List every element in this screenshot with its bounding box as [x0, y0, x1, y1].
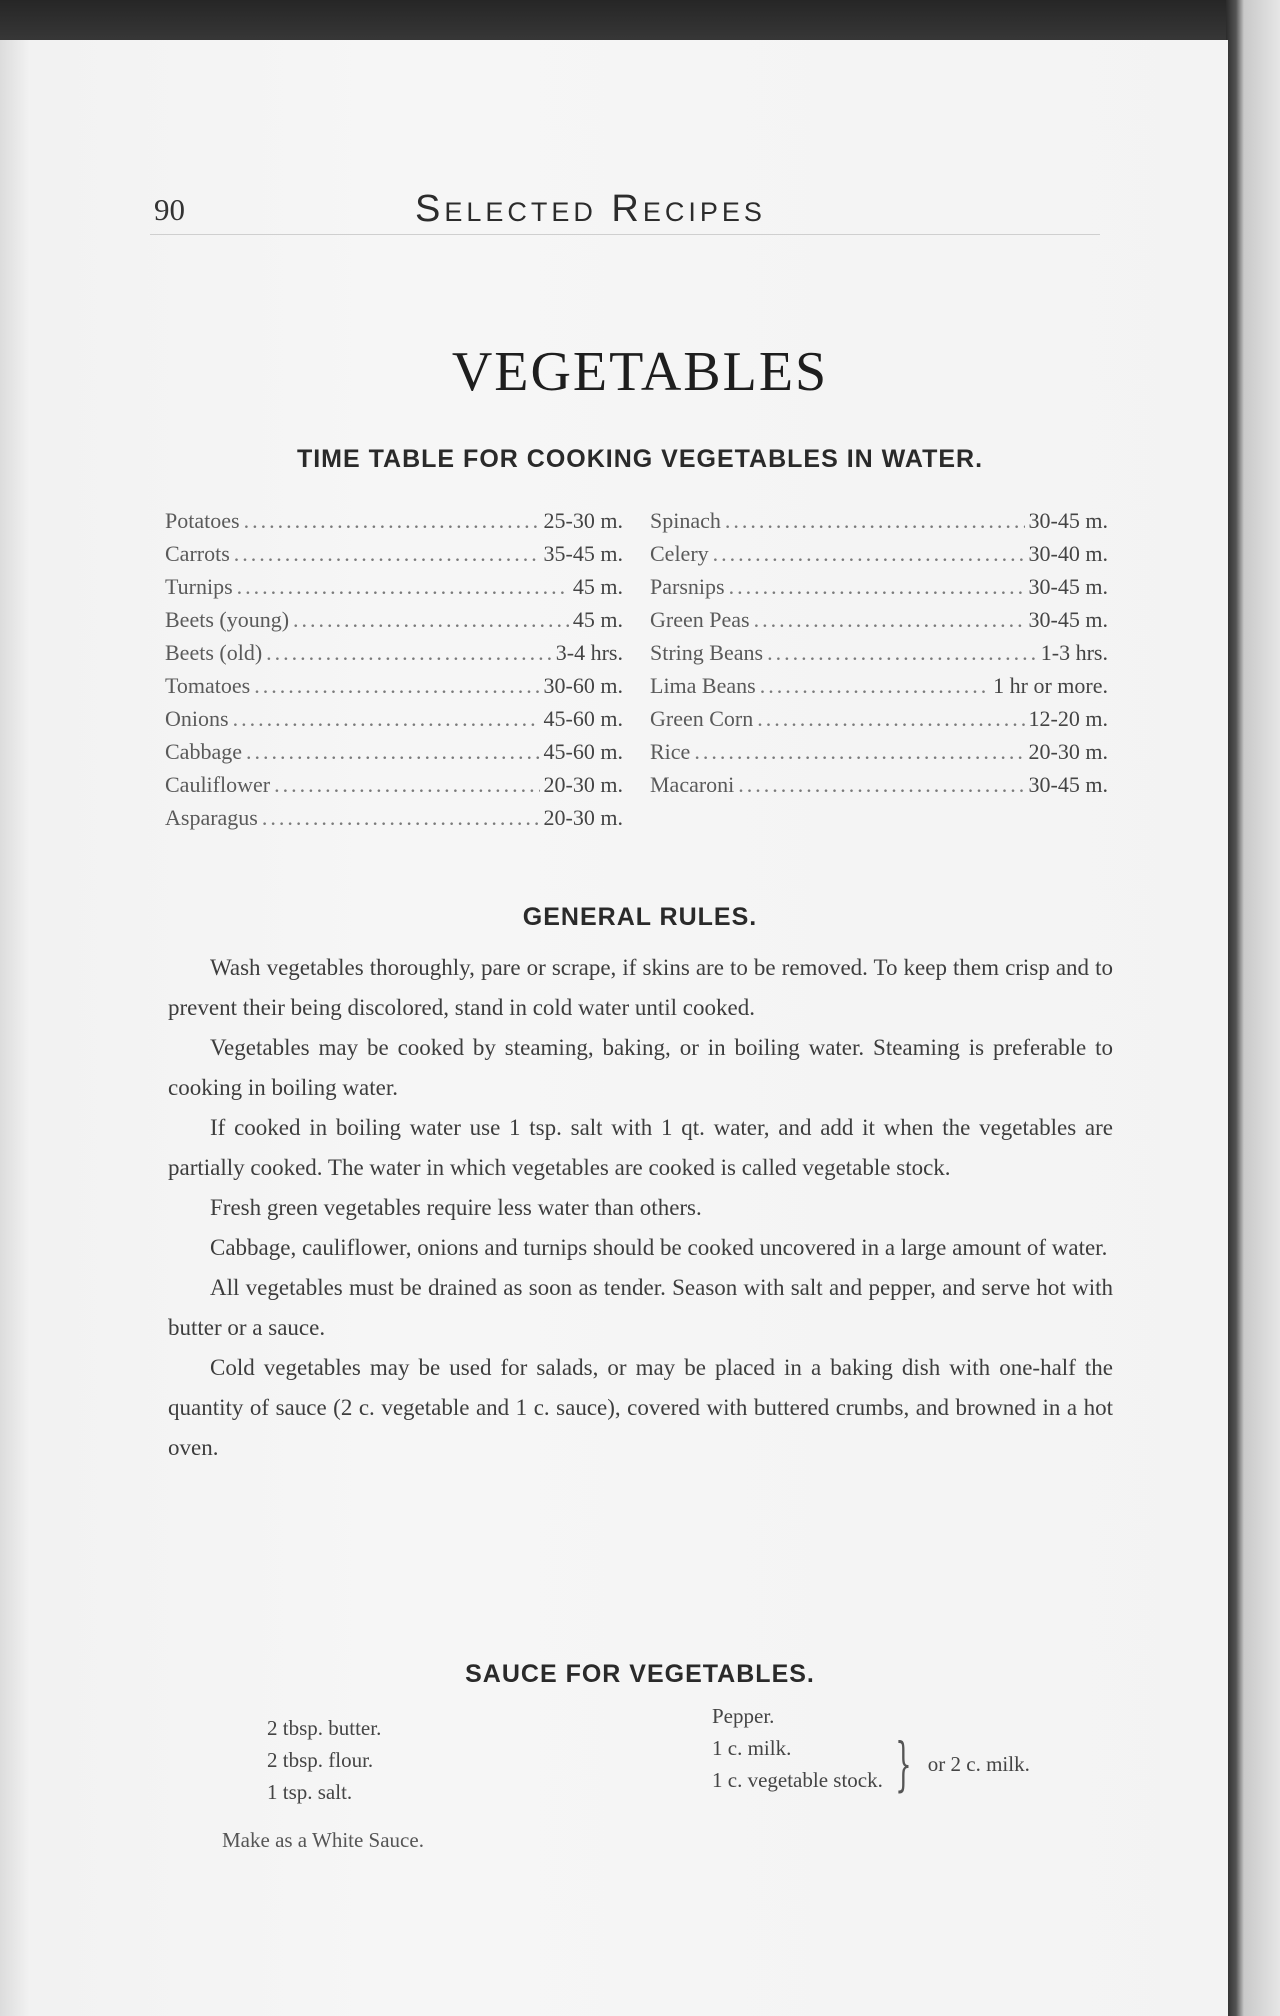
ingredient: 1 tsp. salt. — [267, 1780, 353, 1804]
dot-leader — [244, 504, 540, 537]
time-table-row — [650, 537, 1108, 570]
dot-leader — [233, 702, 540, 735]
vegetable-name: Rice — [650, 739, 691, 764]
time-table-heading: TIME TABLE FOR COOKING VEGETABLES IN WATER. — [296, 445, 984, 473]
dot-leader — [254, 669, 539, 702]
time-table-row — [165, 603, 623, 636]
time-table-row — [650, 768, 1108, 801]
cooking-time: 45-60 m. — [543, 706, 623, 731]
right-brace-icon: } — [895, 1730, 912, 1798]
rule-paragraph: All vegetables must be drained as soon as tender. Season with salt and pepper, and serve hot with butter or a sauce. — [168, 1275, 1113, 1340]
rule-paragraph: Cold vegetables may be used for salads, or may be placed in a baking dish with one-half the quantity of sauce (2 c. vegetable and 1 c. sauce), covered with buttered crumbs, and browned in a hot oven. — [168, 1355, 1113, 1460]
sauce-heading: SAUCE FOR VEGETABLES. — [465, 1660, 815, 1688]
ingredient: 1 c. milk. — [712, 1736, 792, 1760]
cooking-time: 45 m. — [572, 607, 623, 632]
time-table-row — [650, 603, 1108, 636]
cooking-time: 35-45 m. — [543, 541, 623, 566]
rule-paragraph: Cabbage, cauliflower, onions and turnips should be cooked uncovered in a large amount of water. — [210, 1235, 1108, 1260]
dot-leader — [725, 504, 1025, 537]
alternative-list — [712, 1732, 883, 1796]
sauce-ingredients-left — [267, 1712, 381, 1808]
time-table-row — [165, 570, 623, 603]
dot-leader — [274, 768, 539, 801]
vegetable-name: Celery — [650, 541, 709, 566]
ingredient: 1 c. vegetable stock. — [712, 1768, 883, 1792]
rule-paragraph: If cooked in boiling water use 1 tsp. salt with 1 qt. water, and add it when the vegetables are partially cooked. The water in which vegetables are cooked is called vegetable stock. — [168, 1115, 1113, 1180]
ingredient: 2 tbsp. flour. — [267, 1748, 374, 1772]
cooking-time: 45-60 m. — [543, 739, 623, 764]
cooking-time: 30-45 m. — [1028, 772, 1108, 797]
cooking-time: 30-45 m. — [1028, 607, 1108, 632]
chapter-title: VEGETABLES — [451, 341, 829, 403]
vegetable-name: Green Corn — [650, 706, 754, 731]
dot-leader — [760, 669, 989, 702]
page-header — [150, 188, 1100, 235]
time-table-row — [650, 636, 1108, 669]
time-table-row — [165, 504, 623, 537]
rule-paragraph: Fresh green vegetables require less water than others. — [210, 1195, 702, 1220]
vegetable-name: Beets (young) — [165, 607, 290, 632]
sauce-ingredients-right — [712, 1700, 1030, 1796]
vegetable-name: Tomatoes — [165, 673, 251, 698]
vegetable-name: Cabbage — [165, 739, 242, 764]
page-number: 90 — [154, 192, 185, 227]
vegetable-name: Spinach — [650, 508, 721, 533]
cooking-time: 25-30 m. — [543, 508, 623, 533]
cooking-time: 20-30 m. — [1028, 739, 1108, 764]
dot-leader — [738, 768, 1024, 801]
general-rules-body — [168, 948, 1113, 1468]
ingredient: 2 tbsp. butter. — [267, 1716, 382, 1740]
time-table-row — [165, 801, 623, 834]
alternative-note: or 2 c. milk. — [927, 1752, 1030, 1776]
time-table-row — [650, 504, 1108, 537]
time-table-row — [650, 669, 1108, 702]
time-table-right-column — [650, 504, 1108, 801]
general-rules-heading: GENERAL RULES. — [522, 903, 758, 931]
rule-paragraph: Wash vegetables thoroughly, pare or scrape, if skins are to be removed. To keep them crisp and to prevent their being discolored, stand in cold water until cooked. — [168, 955, 1113, 1020]
cooking-time: 30-40 m. — [1028, 541, 1108, 566]
vegetable-name: String Beans — [650, 640, 764, 665]
ingredient: Pepper. — [712, 1704, 775, 1728]
cooking-time: 20-30 m. — [543, 772, 623, 797]
vegetable-name: Macaroni — [650, 772, 735, 797]
cooking-time: 30-45 m. — [1028, 508, 1108, 533]
dot-leader — [234, 537, 540, 570]
time-table-row — [650, 570, 1108, 603]
time-table-row — [165, 537, 623, 570]
dot-leader — [729, 570, 1025, 603]
rule-paragraph: Vegetables may be cooked by steaming, baking, or in boiling water. Steaming is preferable to cooking in boiling water. — [168, 1035, 1113, 1100]
vegetable-name: Turnips — [165, 574, 233, 599]
vegetable-name: Cauliflower — [165, 772, 271, 797]
dot-leader — [293, 603, 569, 636]
cooking-time: 30-60 m. — [543, 673, 623, 698]
time-table-row — [650, 702, 1108, 735]
dot-leader — [767, 636, 1037, 669]
cooking-time: 30-45 m. — [1028, 574, 1108, 599]
time-table-row — [165, 768, 623, 801]
time-table-row — [165, 702, 623, 735]
ingredient-alternatives — [712, 1732, 1030, 1796]
dot-leader — [266, 636, 552, 669]
sauce-instruction: Make as a White Sauce. — [222, 1828, 424, 1852]
time-table-row — [165, 636, 623, 669]
dot-leader — [713, 537, 1025, 570]
vegetable-name: Green Peas — [650, 607, 750, 632]
cooking-time: 12-20 m. — [1028, 706, 1108, 731]
vegetable-name: Beets (old) — [165, 640, 263, 665]
cooking-time: 1 hr or more. — [993, 673, 1108, 698]
cooking-time: 45 m. — [572, 574, 623, 599]
dot-leader — [246, 735, 540, 768]
time-table-row — [165, 669, 623, 702]
vegetable-name: Parsnips — [650, 574, 725, 599]
dot-leader — [694, 735, 1024, 768]
book-edge — [1226, 0, 1280, 2016]
dot-leader — [754, 603, 1025, 636]
vegetable-name: Onions — [165, 706, 229, 731]
cooking-time: 20-30 m. — [543, 805, 623, 830]
cooking-time: 1-3 hrs. — [1040, 640, 1108, 665]
vegetable-name: Asparagus — [165, 805, 258, 830]
vegetable-name: Carrots — [165, 541, 230, 566]
vegetable-name: Lima Beans — [650, 673, 756, 698]
vegetable-name: Potatoes — [165, 508, 240, 533]
dot-leader — [757, 702, 1024, 735]
dot-leader — [237, 570, 569, 603]
time-table-row — [165, 735, 623, 768]
time-table-left-column — [165, 504, 623, 834]
cooking-time: 3-4 hrs. — [555, 640, 623, 665]
running-title: Selected Recipes — [415, 188, 766, 230]
time-table-row — [650, 735, 1108, 768]
dot-leader — [262, 801, 540, 834]
